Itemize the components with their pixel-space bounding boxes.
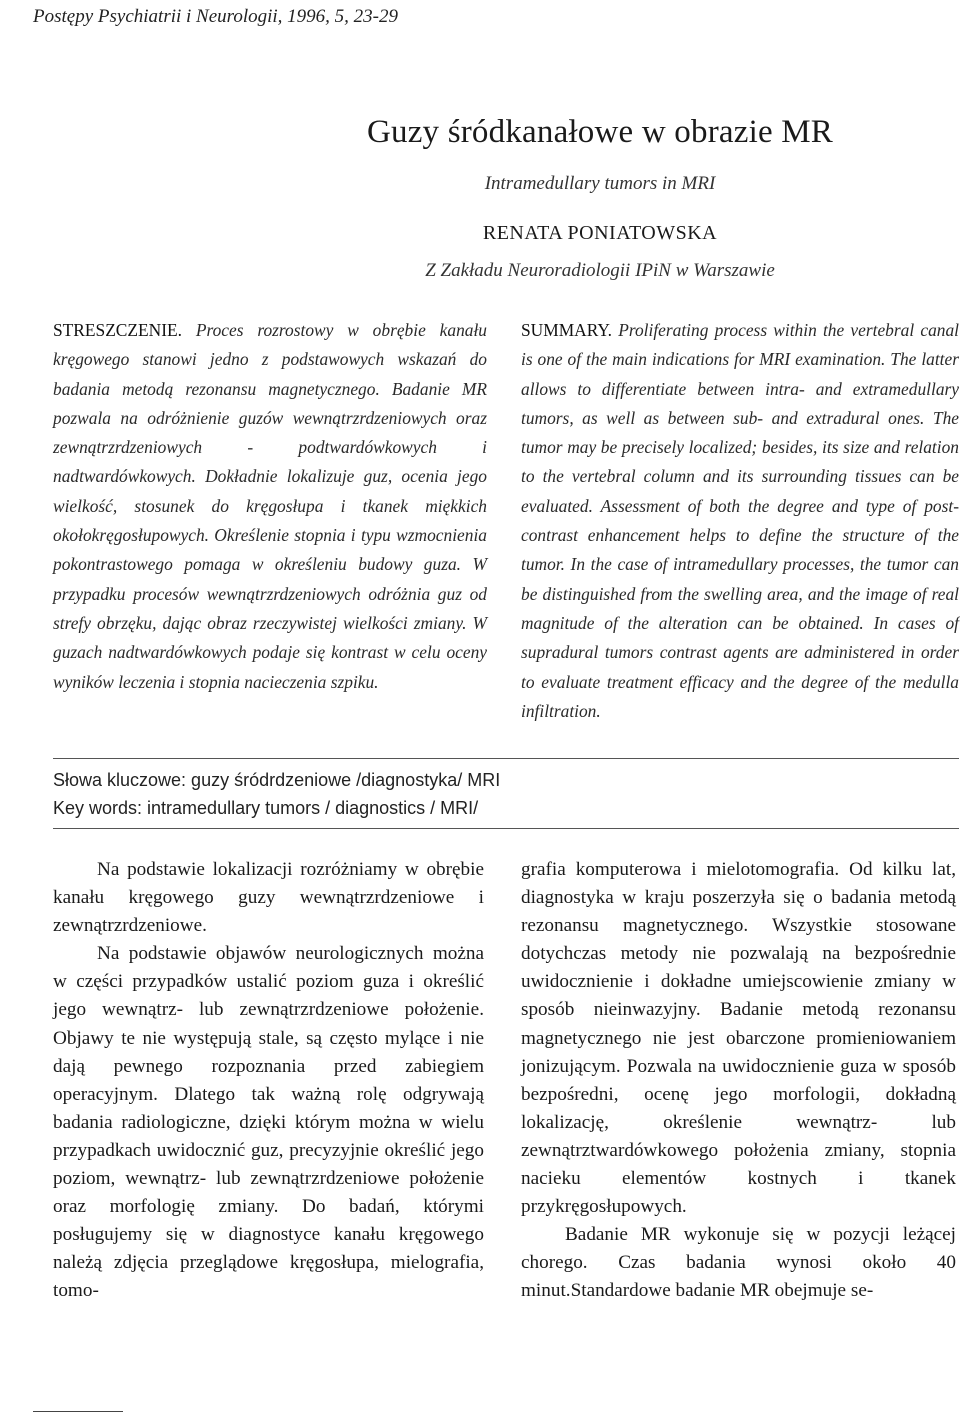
keywords-block [53,766,500,822]
abstract-polish-text: Proces rozrostowy w obrębie kanału kręgowego stanowi jedno z podstawowych wskazań do badania metodą rezonansu magnetycznego. Badanie MR pozwala na odróżnienie guzów wewnątrzrdzeniowych oraz zewnątrzrdzeniowych - podtwardówkowych i nadtwardówkowych. Dokładnie lokalizuje guz, ocenia jego wielkość, stosunek do kręgosłupa i tkanek miękkich okołokręgosłupowych. Określenie stopnia i typu wzmocnienia pokontrastowego pomaga w określeniu budowy guza. W przypadku procesów wewnątrzrdzeniowych odróżnia guz od strefy obrzęku, dając obraz rzeczywistej wielkości zmiany. W guzach nadtwardówkowych podaje się kontrast w celu oceny wyników leczenia i stopnia nacieczenia szpiku. [53,320,487,692]
abstract-english-text: Proliferating process within the vertebral canal is one of the main indications for MRI examination. The latter allows to differentiate between intra- and extramedullary tumors, as well as between sub- and extradural ones. The tumor may be precisely localized; besides, its size and relation to the vertebral column and its surrounding tissues can be evaluated. Assessment of both the degree and type of post-contrast enhancement helps to define the structure of the tumor. In the case of intramedullary processes, the tumor can be distinguished from the swelling area, and the image of real magnitude of the alteration can be obtained. In cases of supradural tumors contrast agents are administered in order to evaluate treatment efficacy and the degree of the medulla infiltration. [521,320,959,721]
footnote-rule [33,1411,123,1412]
abstract-polish [53,316,487,697]
body-paragraph: Badanie MR wykonuje się w pozycji leżącej chorego. Czas badania wynosi około 40 minut.Standardowe badanie MR obejmuje se- [521,1224,956,1302]
keywords-bottom-divider [53,828,959,829]
abstract-polish-label: STRESZCZENIE. [53,320,182,340]
keywords-top-divider [53,758,959,759]
body-column-right [521,856,956,1306]
abstract-english-label: SUMMARY. [521,320,613,340]
article-title: Guzy śródkanałowe w obrazie MR [366,114,834,150]
author-affiliation: Z Zakładu Neuroradiologii IPiN w Warszawie [425,260,775,281]
body-column-left [53,856,484,1306]
keywords-polish: Słowa kluczowe: guzy śródrdzeniowe /diagnostyka/ MRI [53,770,501,790]
body-paragraph: Na podstawie objawów neurologicznych można w części przypadków ustalić poziom guza i określić jego wewnątrz- lub zewnątrzrdzeniowe położenie. Objawy te nie występują stale, są często mylące i nie dają pewnego rozpoznania przed zabiegiem operacyjnym. Dlatego tak ważną rolę odgrywają badania radiologiczne, dzięki którym można w wielu przypadkach uwidocznić guz, precyzyjnie określić jego poziom, wewnątrz- lub zewnątrzrdzeniowe położenie oraz morfologię zmiany. Do badań, którymi posługujemy się w diagnostyce kanału kręgowego należą zdjęcia przeglądowe kręgosłupa, mielografia, tomo- [53,943,484,1302]
body-paragraph: grafia komputerowa i mielotomografia. Od kilku lat, diagnostyka w kraju poszerzyła się o badania metodą rezonansu magnetycznego. Wszystkie stosowane dotychczas metody nie pozwalają na bezpośrednie uwidocznienie i dokładne umiejscowienie zmiany w sposób nieinwazyjny. Badanie metodą rezonansu magnetycznego nie jest obarczone promieniowaniem jonizującym. Pozwala na uwidocznienie guza w sposób bezpośredni, ocenę jego morfologii, dokładną lokalizację, określenie wewnątrz- lub zewnątrztwardówkowego położenia zmiany, stopnia nacieku elementów kostnych i tkanek przykręgosłupowych. [521,859,956,1218]
article-title-english: Intramedullary tumors in MRI [484,173,716,194]
abstract-english [521,316,959,726]
keywords-english: Key words: intramedullary tumors / diagnostics / MRI/ [53,798,479,818]
body-paragraph: Na podstawie lokalizacji rozróżniamy w obrębie kanału kręgowego guzy wewnątrzrdzeniowe i zewnątrzrdzeniowe. [53,859,484,937]
author-name: RENATA PONIATOWSKA [482,222,718,244]
journal-citation: Postępy Psychiatrii i Neurologii, 1996, 5, 23-29 [33,6,399,27]
